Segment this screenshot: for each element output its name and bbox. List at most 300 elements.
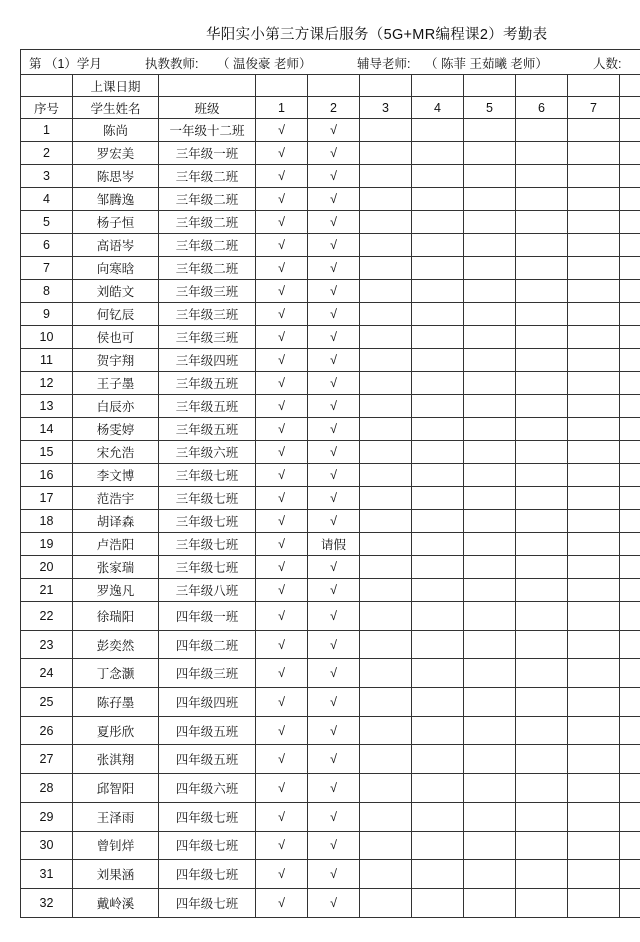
attendance-empty-cell: [360, 602, 412, 631]
attendance-empty-cell: [412, 326, 464, 349]
attendance-empty-cell: [620, 234, 640, 257]
seq-cell: 32: [21, 888, 73, 917]
attendance-empty-cell: [516, 831, 568, 860]
attendance-empty-cell: [412, 860, 464, 889]
attendance-empty-cell: [516, 688, 568, 717]
class-cell: 三年级二班: [159, 234, 256, 257]
attendance-1-cell: √: [256, 211, 308, 234]
attendance-empty-cell: [464, 688, 516, 717]
attendance-empty-cell: [412, 303, 464, 326]
attendance-empty-cell: [360, 464, 412, 487]
attendance-2-cell: √: [308, 303, 360, 326]
seq-cell: 13: [21, 395, 73, 418]
attendance-empty-cell: [516, 716, 568, 745]
seq-cell: 10: [21, 326, 73, 349]
attendance-empty-cell: [360, 745, 412, 774]
attendance-empty-cell: [464, 745, 516, 774]
class-cell: 四年级五班: [159, 745, 256, 774]
table-row: [21, 441, 640, 464]
attendance-1-cell: √: [256, 802, 308, 831]
attendance-empty-cell: [464, 142, 516, 165]
student-name-cell: 罗逸凡: [73, 579, 159, 602]
attendance-empty-cell: [464, 303, 516, 326]
attendance-empty-cell: [620, 464, 640, 487]
seq-cell: 11: [21, 349, 73, 372]
class-cell: 三年级四班: [159, 349, 256, 372]
attendance-empty-cell: [464, 774, 516, 803]
table-row: [21, 716, 640, 745]
class-cell: 三年级三班: [159, 303, 256, 326]
attendance-empty-cell: [464, 602, 516, 631]
attendance-2-cell: √: [308, 326, 360, 349]
attendance-empty-cell: [620, 630, 640, 659]
seq-cell: 1: [21, 119, 73, 142]
attendance-empty-cell: [516, 372, 568, 395]
seq-cell: 27: [21, 745, 73, 774]
attendance-2-cell: √: [308, 510, 360, 533]
seq-cell: 3: [21, 165, 73, 188]
attendance-1-cell: √: [256, 188, 308, 211]
seq-cell: 19: [21, 533, 73, 556]
attendance-empty-cell: [464, 888, 516, 917]
attendance-empty-cell: [464, 395, 516, 418]
class-cell: 四年级四班: [159, 688, 256, 717]
attendance-empty-cell: [412, 165, 464, 188]
attendance-1-cell: √: [256, 688, 308, 717]
header-session-2: 2: [308, 97, 360, 119]
header-seq: 序号: [21, 97, 73, 119]
attendance-2-cell: √: [308, 579, 360, 602]
attendance-empty-cell: [464, 188, 516, 211]
class-cell: 三年级三班: [159, 326, 256, 349]
attendance-1-cell: √: [256, 579, 308, 602]
student-name-cell: 王子墨: [73, 372, 159, 395]
attendance-empty-cell: [412, 257, 464, 280]
attendance-empty-cell: [464, 372, 516, 395]
table-row: [21, 556, 640, 579]
seq-cell: 29: [21, 802, 73, 831]
class-cell: 三年级三班: [159, 280, 256, 303]
attendance-empty-cell: [464, 165, 516, 188]
attendance-empty-cell: [620, 510, 640, 533]
attendance-empty-cell: [412, 659, 464, 688]
student-name-cell: 刘果涵: [73, 860, 159, 889]
attendance-empty-cell: [516, 774, 568, 803]
table-row: [21, 602, 640, 631]
attendance-empty-cell: [360, 418, 412, 441]
table-row: [21, 349, 640, 372]
seq-cell: 16: [21, 464, 73, 487]
attendance-1-cell: √: [256, 510, 308, 533]
attendance-empty-cell: [568, 257, 620, 280]
student-name-cell: 陈思岑: [73, 165, 159, 188]
class-cell: 一年级十二班: [159, 119, 256, 142]
table-row: [21, 303, 640, 326]
table-row: [21, 533, 640, 556]
class-cell: 三年级二班: [159, 257, 256, 280]
attendance-empty-cell: [568, 659, 620, 688]
attendance-1-cell: √: [256, 119, 308, 142]
seq-cell: 21: [21, 579, 73, 602]
attendance-1-cell: √: [256, 395, 308, 418]
attendance-empty-cell: [360, 688, 412, 717]
attendance-empty-cell: [464, 659, 516, 688]
attendance-2-cell: √: [308, 602, 360, 631]
attendance-empty-cell: [464, 418, 516, 441]
student-name-cell: 杨雯婷: [73, 418, 159, 441]
table-row: [21, 688, 640, 717]
attendance-empty-cell: [516, 602, 568, 631]
attendance-2-cell: √: [308, 280, 360, 303]
attendance-empty-cell: [568, 831, 620, 860]
attendance-empty-cell: [412, 774, 464, 803]
attendance-1-cell: √: [256, 533, 308, 556]
attendance-empty-cell: [360, 234, 412, 257]
attendance-empty-cell: [412, 831, 464, 860]
attendance-2-cell: 请假: [308, 533, 360, 556]
attendance-empty-cell: [516, 418, 568, 441]
attendance-empty-cell: [360, 142, 412, 165]
attendance-empty-cell: [620, 745, 640, 774]
attendance-empty-cell: [360, 280, 412, 303]
attendance-empty-cell: [360, 831, 412, 860]
class-cell: 四年级三班: [159, 659, 256, 688]
seq-cell: 31: [21, 860, 73, 889]
attendance-empty-cell: [620, 372, 640, 395]
attendance-empty-cell: [568, 280, 620, 303]
seq-cell: 25: [21, 688, 73, 717]
attendance-empty-cell: [568, 556, 620, 579]
attendance-empty-cell: [464, 211, 516, 234]
attendance-empty-cell: [412, 280, 464, 303]
class-cell: 四年级一班: [159, 602, 256, 631]
attendance-empty-cell: [412, 487, 464, 510]
table-row: [21, 831, 640, 860]
attendance-2-cell: √: [308, 441, 360, 464]
attendance-empty-cell: [620, 441, 640, 464]
attendance-empty-cell: [516, 188, 568, 211]
student-name-cell: 李文博: [73, 464, 159, 487]
attendance-empty-cell: [412, 802, 464, 831]
class-cell: 三年级二班: [159, 188, 256, 211]
attendance-empty-cell: [516, 888, 568, 917]
attendance-empty-cell: [360, 630, 412, 659]
attendance-empty-cell: [516, 349, 568, 372]
attendance-empty-cell: [516, 441, 568, 464]
table-row: [21, 418, 640, 441]
attendance-empty-cell: [464, 464, 516, 487]
attendance-2-cell: √: [308, 418, 360, 441]
student-name-cell: 邱智阳: [73, 774, 159, 803]
attendance-empty-cell: [412, 745, 464, 774]
attendance-empty-cell: [412, 119, 464, 142]
class-cell: 三年级一班: [159, 142, 256, 165]
table-row: [21, 802, 640, 831]
attendance-empty-cell: [464, 280, 516, 303]
attendance-2-cell: √: [308, 860, 360, 889]
header-session-6: 6: [516, 97, 568, 119]
attendance-empty-cell: [568, 774, 620, 803]
attendance-empty-cell: [360, 349, 412, 372]
attendance-empty-cell: [568, 303, 620, 326]
attendance-2-cell: √: [308, 464, 360, 487]
student-name-cell: 侯也可: [73, 326, 159, 349]
attendance-empty-cell: [568, 487, 620, 510]
attendance-empty-cell: [568, 326, 620, 349]
student-name-cell: 张家瑞: [73, 556, 159, 579]
class-cell: 四年级七班: [159, 860, 256, 889]
attendance-empty-cell: [412, 441, 464, 464]
student-name-cell: 邹腾逸: [73, 188, 159, 211]
class-cell: 三年级六班: [159, 441, 256, 464]
table-row: [21, 860, 640, 889]
attendance-table: [20, 49, 640, 918]
student-name-cell: 贺宇翔: [73, 349, 159, 372]
attendance-empty-cell: [360, 257, 412, 280]
attendance-1-cell: √: [256, 487, 308, 510]
seq-cell: 17: [21, 487, 73, 510]
attendance-empty-cell: [568, 119, 620, 142]
attendance-empty-cell: [620, 831, 640, 860]
attendance-empty-cell: [516, 395, 568, 418]
table-row: [21, 774, 640, 803]
info-row: [21, 50, 640, 75]
student-name-cell: 陈孖墨: [73, 688, 159, 717]
attendance-2-cell: √: [308, 888, 360, 917]
attendance-1-cell: √: [256, 888, 308, 917]
attendance-empty-cell: [568, 395, 620, 418]
table-row: [21, 745, 640, 774]
attendance-empty-cell: [464, 556, 516, 579]
attendance-empty-cell: [360, 888, 412, 917]
table-row: [21, 280, 640, 303]
attendance-empty-cell: [568, 688, 620, 717]
attendance-empty-cell: [568, 533, 620, 556]
attendance-empty-cell: [412, 234, 464, 257]
attendance-empty-cell: [620, 556, 640, 579]
attendance-1-cell: √: [256, 745, 308, 774]
attendance-empty-cell: [516, 303, 568, 326]
attendance-empty-cell: [568, 630, 620, 659]
attendance-empty-cell: [412, 510, 464, 533]
header-session-1: 1: [256, 97, 308, 119]
attendance-2-cell: √: [308, 142, 360, 165]
attendance-empty-cell: [464, 533, 516, 556]
attendance-empty-cell: [516, 745, 568, 774]
attendance-1-cell: √: [256, 774, 308, 803]
attendance-empty-cell: [412, 349, 464, 372]
attendance-empty-cell: [620, 533, 640, 556]
attendance-empty-cell: [412, 630, 464, 659]
attendance-empty-cell: [568, 745, 620, 774]
student-name-cell: 胡译森: [73, 510, 159, 533]
attendance-empty-cell: [464, 510, 516, 533]
attendance-empty-cell: [620, 349, 640, 372]
attendance-empty-cell: [516, 659, 568, 688]
attendance-empty-cell: [620, 418, 640, 441]
attendance-empty-cell: [568, 418, 620, 441]
student-name-cell: 刘皓文: [73, 280, 159, 303]
class-cell: 三年级五班: [159, 372, 256, 395]
header-overflow: [620, 97, 640, 119]
attendance-1-cell: √: [256, 349, 308, 372]
class-cell: 三年级七班: [159, 556, 256, 579]
attendance-2-cell: √: [308, 165, 360, 188]
sheet-title-bar: [0, 23, 640, 45]
attendance-sheet: [20, 49, 640, 919]
attendance-empty-cell: [412, 602, 464, 631]
attendance-empty-cell: [620, 257, 640, 280]
attendance-2-cell: √: [308, 395, 360, 418]
attendance-empty-cell: [412, 142, 464, 165]
attendance-empty-cell: [516, 579, 568, 602]
class-cell: 四年级二班: [159, 630, 256, 659]
class-cell: 四年级七班: [159, 888, 256, 917]
attendance-empty-cell: [620, 211, 640, 234]
student-name-cell: 白辰亦: [73, 395, 159, 418]
attendance-1-cell: √: [256, 556, 308, 579]
attendance-empty-cell: [568, 165, 620, 188]
student-name-cell: 夏彤欣: [73, 716, 159, 745]
attendance-empty-cell: [360, 860, 412, 889]
attendance-2-cell: √: [308, 349, 360, 372]
attendance-empty-cell: [412, 716, 464, 745]
attendance-empty-cell: [568, 579, 620, 602]
attendance-empty-cell: [568, 888, 620, 917]
attendance-empty-cell: [412, 888, 464, 917]
attendance-empty-cell: [360, 802, 412, 831]
attendance-empty-cell: [620, 802, 640, 831]
attendance-empty-cell: [516, 510, 568, 533]
student-name-cell: 王泽雨: [73, 802, 159, 831]
table-row: [21, 487, 640, 510]
student-name-cell: 向寒晗: [73, 257, 159, 280]
attendance-empty-cell: [568, 510, 620, 533]
attendance-empty-cell: [464, 326, 516, 349]
attendance-empty-cell: [568, 349, 620, 372]
seq-cell: 26: [21, 716, 73, 745]
attendance-1-cell: √: [256, 372, 308, 395]
student-name-cell: 曾钊烊: [73, 831, 159, 860]
table-row: [21, 888, 640, 917]
table-row: [21, 257, 640, 280]
attendance-empty-cell: [516, 533, 568, 556]
attendance-empty-cell: [620, 888, 640, 917]
attendance-1-cell: √: [256, 234, 308, 257]
table-row: [21, 510, 640, 533]
attendance-empty-cell: [360, 716, 412, 745]
table-row: [21, 464, 640, 487]
attendance-empty-cell: [360, 774, 412, 803]
student-name-cell: 宋允浩: [73, 441, 159, 464]
seq-cell: 7: [21, 257, 73, 280]
attendance-1-cell: √: [256, 831, 308, 860]
class-cell: 三年级五班: [159, 395, 256, 418]
attendance-empty-cell: [516, 630, 568, 659]
attendance-empty-cell: [412, 556, 464, 579]
attendance-1-cell: √: [256, 303, 308, 326]
seq-cell: 8: [21, 280, 73, 303]
attendance-empty-cell: [360, 326, 412, 349]
table-row: [21, 188, 640, 211]
attendance-empty-cell: [360, 372, 412, 395]
seq-cell: 12: [21, 372, 73, 395]
attendance-empty-cell: [516, 802, 568, 831]
header-session-4: 4: [412, 97, 464, 119]
attendance-2-cell: √: [308, 630, 360, 659]
attendance-empty-cell: [568, 602, 620, 631]
attendance-empty-cell: [620, 659, 640, 688]
term-label: 第 （1）学月: [29, 57, 102, 71]
attendance-empty-cell: [360, 303, 412, 326]
attendance-empty-cell: [568, 716, 620, 745]
seq-cell: 20: [21, 556, 73, 579]
seq-cell: 4: [21, 188, 73, 211]
student-name-cell: 罗宏美: [73, 142, 159, 165]
header-class: 班级: [159, 97, 256, 119]
attendance-empty-cell: [412, 395, 464, 418]
attendance-empty-cell: [620, 716, 640, 745]
student-name-cell: 彭奕然: [73, 630, 159, 659]
attendance-empty-cell: [464, 802, 516, 831]
table-row: [21, 326, 640, 349]
attendance-empty-cell: [568, 860, 620, 889]
attendance-empty-cell: [620, 487, 640, 510]
student-name-cell: 张淇翔: [73, 745, 159, 774]
attendance-empty-cell: [620, 688, 640, 717]
class-cell: 三年级七班: [159, 510, 256, 533]
class-cell: 三年级七班: [159, 533, 256, 556]
attendance-empty-cell: [412, 211, 464, 234]
attendance-empty-cell: [412, 464, 464, 487]
attendance-empty-cell: [516, 142, 568, 165]
attendance-1-cell: √: [256, 418, 308, 441]
attendance-empty-cell: [620, 860, 640, 889]
seq-cell: 18: [21, 510, 73, 533]
class-cell: 三年级五班: [159, 418, 256, 441]
attendance-empty-cell: [620, 326, 640, 349]
attendance-empty-cell: [568, 441, 620, 464]
class-cell: 四年级五班: [159, 716, 256, 745]
attendance-empty-cell: [620, 303, 640, 326]
attendance-1-cell: √: [256, 165, 308, 188]
attendance-2-cell: √: [308, 487, 360, 510]
attendance-1-cell: √: [256, 441, 308, 464]
student-name-cell: 丁念灏: [73, 659, 159, 688]
class-cell: 四年级六班: [159, 774, 256, 803]
attendance-1-cell: √: [256, 464, 308, 487]
attendance-empty-cell: [464, 441, 516, 464]
student-name-cell: 戴岭溪: [73, 888, 159, 917]
attendance-empty-cell: [568, 372, 620, 395]
attendance-empty-cell: [568, 211, 620, 234]
student-name-cell: 卢浩阳: [73, 533, 159, 556]
seq-cell: 24: [21, 659, 73, 688]
attendance-empty-cell: [516, 556, 568, 579]
attendance-2-cell: √: [308, 556, 360, 579]
attendance-1-cell: √: [256, 142, 308, 165]
attendance-empty-cell: [360, 395, 412, 418]
table-row: [21, 234, 640, 257]
attendance-empty-cell: [516, 165, 568, 188]
attendance-empty-cell: [360, 211, 412, 234]
attendance-1-cell: √: [256, 326, 308, 349]
seq-cell: 5: [21, 211, 73, 234]
attendance-empty-cell: [516, 211, 568, 234]
seq-cell: 2: [21, 142, 73, 165]
date-row: [21, 75, 640, 97]
attendance-empty-cell: [516, 257, 568, 280]
